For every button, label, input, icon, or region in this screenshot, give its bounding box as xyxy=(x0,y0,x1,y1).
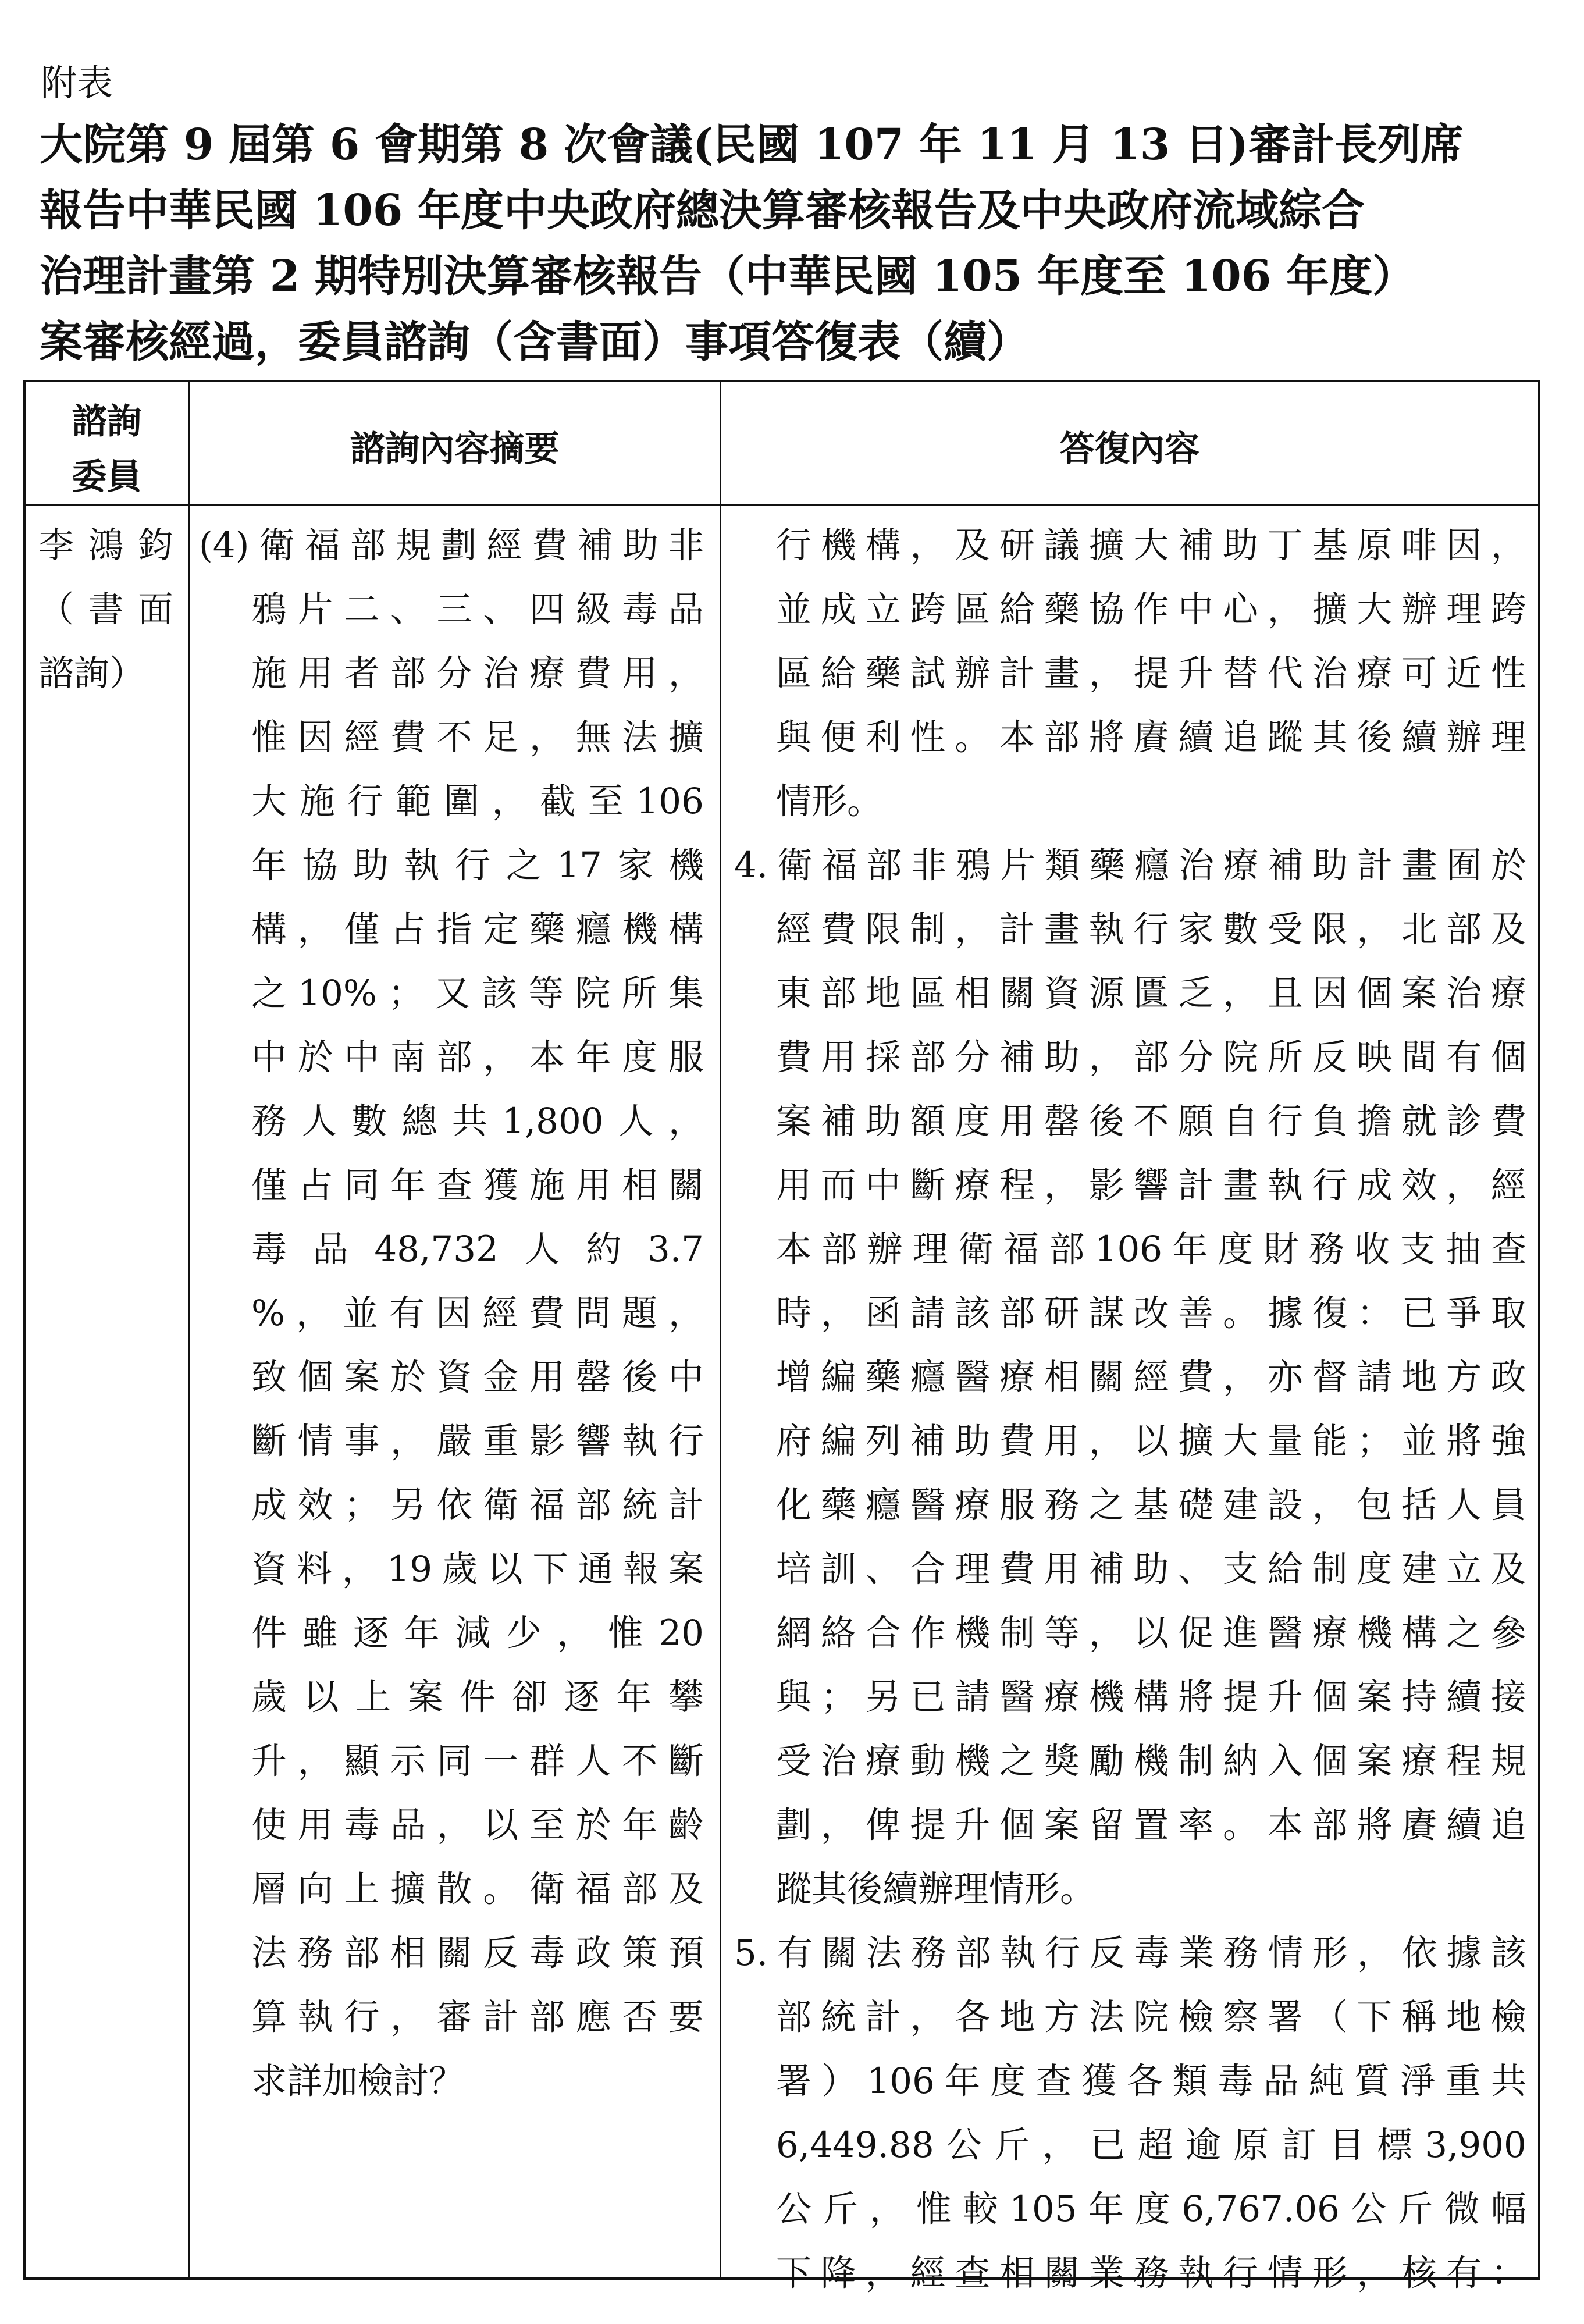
summary-line: 惟 因 經 費 不 足 ， 無 法 擴 xyxy=(251,717,704,758)
reply-line: 網 絡 合 作 機 制 等 ， 以 促 進 醫 療 機 構 之 參 xyxy=(776,1613,1526,1654)
summary-line: 法 務 部 相 關 反 毒 政 策 預 xyxy=(251,1932,704,1974)
reply-line: 下 降 ， 經 查 相 關 業 務 執 行 情 形 ， 核 有 ： xyxy=(776,2252,1526,2294)
summary-line: 施 用 者 部 分 治 療 費 用 ， xyxy=(251,653,704,694)
reply-line: 部 統 計 ， 各 地 方 法 院 檢 察 署 （ 下 稱 地 檢 xyxy=(776,1996,1526,2038)
reply-line: 與 ； 另 已 請 醫 療 機 構 將 提 升 個 案 持 續 接 xyxy=(776,1677,1526,1718)
summary-line: % ， 並 有 因 經 費 問 題 ， xyxy=(251,1293,704,1334)
summary-line: 成 效 ； 另 依 衛 福 部 統 計 xyxy=(251,1485,704,1526)
summary-line: 升 ， 顯 示 同 一 群 人 不 斷 xyxy=(251,1741,704,1782)
summary-line: 件 雖 逐 年 減 少 ， 惟 20 xyxy=(251,1613,704,1654)
summary-line: (4) 衛 福 部 規 劃 經 費 補 助 非 xyxy=(199,525,704,566)
reply-line: 行 機 構 ， 及 研 議 擴 大 補 助 丁 基 原 啡 因 ， xyxy=(776,525,1526,566)
member-note-end: 諮詢） xyxy=(38,653,145,694)
document-title-line-4: 案審核經過，委員諮詢（含書面）事項答復表（續） xyxy=(40,317,1030,367)
summary-line: 務 人 數 總 共 1,800 人 ， xyxy=(251,1101,704,1142)
reply-line: 時 ， 函 請 該 部 研 謀 改 善 。 據 復 ： 已 爭 取 xyxy=(776,1293,1526,1334)
reply-line: 情形。 xyxy=(776,781,883,822)
member-name: 李 鴻 鈞 xyxy=(38,525,173,566)
reply-line: 用 而 中 斷 療 程 ， 影 響 計 畫 執 行 成 效 ， 經 xyxy=(776,1165,1526,1206)
summary-line: 求詳加檢討？ xyxy=(251,2060,465,2102)
header-member-line-2: 委員 xyxy=(72,457,142,497)
reply-line: 6,449.88 公 斤 ， 已 超 逾 原 訂 目 標 3,900 xyxy=(776,2124,1526,2166)
summary-line: 中 於 中 南 部 ， 本 年 度 服 xyxy=(251,1037,704,1078)
summary-line: 資 料 ， 19 歲 以 下 通 報 案 xyxy=(251,1549,704,1590)
reply-line: 與 便 利 性 。 本 部 將 賡 續 追 蹤 其 後 續 辦 理 xyxy=(776,717,1526,758)
table-header-divider xyxy=(23,504,1540,506)
document-title-line-1: 大院第 9 屆第 6 會期第 8 次會議(民國 107 年 11 月 13 日)審計長列席 xyxy=(40,120,1464,170)
summary-line: 構 ， 僅 占 指 定 藥 癮 機 構 xyxy=(251,909,704,950)
reply-line: 費 用 採 部 分 補 助 ， 部 分 院 所 反 映 間 有 個 xyxy=(776,1037,1526,1078)
reply-line: 府 編 列 補 助 費 用 ， 以 擴 大 量 能 ； 並 將 強 xyxy=(776,1421,1526,1462)
table-border-right xyxy=(1538,380,1540,2280)
reply-line: 區 給 藥 試 辦 計 畫 ， 提 升 替 代 治 療 可 近 性 xyxy=(776,653,1526,694)
document-title-line-2: 報告中華民國 106 年度中央政府總決算審核報告及中央政府流域綜合 xyxy=(40,186,1365,236)
column-divider-2 xyxy=(720,380,721,2280)
reply-line: 經 費 限 制 ， 計 畫 執 行 家 數 受 限 ， 北 部 及 xyxy=(776,909,1526,950)
reply-line: 並 成 立 跨 區 給 藥 協 作 中 心 ， 擴 大 辦 理 跨 xyxy=(776,589,1526,630)
member-cell xyxy=(38,514,173,706)
reply-line: 受 治 療 動 機 之 獎 勵 機 制 納 入 個 案 療 程 規 xyxy=(776,1741,1526,1782)
reply-line: 署 ） 106 年 度 查 獲 各 類 毒 品 純 質 淨 重 共 xyxy=(776,2060,1526,2102)
reply-line: 化 藥 癮 醫 療 服 務 之 基 礎 建 設 ， 包 括 人 員 xyxy=(776,1485,1526,1526)
summary-line: 算 執 行 ， 審 計 部 應 否 要 xyxy=(251,1996,704,2038)
summary-line: 使 用 毒 品 ， 以 至 於 年 齡 xyxy=(251,1805,704,1846)
summary-line: 層 向 上 擴 散 。 衛 福 部 及 xyxy=(251,1869,704,1910)
table-border-left xyxy=(23,380,26,2280)
summary-line: 鴉 片 二 、 三 、 四 級 毒 品 xyxy=(251,589,704,630)
reply-line: 東 部 地 區 相 關 資 源 匱 乏 ， 且 因 個 案 治 療 xyxy=(776,973,1526,1014)
summary-line: 毒 品 48,732 人 約 3.7 xyxy=(251,1229,704,1270)
reply-line: 增 編 藥 癮 醫 療 相 關 經 費 ， 亦 督 請 地 方 政 xyxy=(776,1357,1526,1398)
summary-line: 年 協 助 執 行 之 17 家 機 xyxy=(251,845,704,886)
reply-line: 蹤其後續辦理情形。 xyxy=(776,1869,1096,1910)
summary-line: 斷 情 事 ， 嚴 重 影 響 執 行 xyxy=(251,1421,704,1462)
summary-cell xyxy=(199,514,704,2113)
column-divider-1 xyxy=(188,380,190,2280)
document-title-line-3: 治理計畫第 2 期特別決算審核報告（中華民國 105 年度至 106 年度） xyxy=(40,251,1415,301)
header-member-line-1: 諮詢 xyxy=(72,401,142,442)
reply-line: 劃 ， 俾 提 升 個 案 留 置 率 。 本 部 將 賡 續 追 xyxy=(776,1805,1526,1846)
summary-line: 僅 占 同 年 查 獲 施 用 相 關 xyxy=(251,1165,704,1206)
reply-line: 本 部 辦 理 衛 福 部 106 年 度 財 務 收 支 抽 查 xyxy=(776,1229,1526,1270)
header-summary: 諮詢內容摘要 xyxy=(350,429,560,469)
table-border-top xyxy=(23,380,1540,382)
reply-item-5-start: 5. 有 關 法 務 部 執 行 反 毒 業 務 情 形 ， 依 據 該 xyxy=(734,1932,1526,1974)
appendix-label: 附表 xyxy=(41,62,113,104)
summary-line: 致 個 案 於 資 金 用 罄 後 中 xyxy=(251,1357,704,1398)
reply-cell xyxy=(734,514,1526,2305)
summary-line: 之 10% ； 又 該 等 院 所 集 xyxy=(251,973,704,1014)
header-reply: 答復內容 xyxy=(1060,429,1199,469)
summary-line: 大 施 行 範 圍 ， 截 至 106 xyxy=(251,781,704,822)
member-note: （ 書 面 xyxy=(38,589,173,630)
reply-line: 培 訓 、 合 理 費 用 補 助 、 支 給 制 度 建 立 及 xyxy=(776,1549,1526,1590)
reply-line: 案 補 助 額 度 用 罄 後 不 願 自 行 負 擔 就 診 費 xyxy=(776,1101,1526,1142)
reply-line: 公 斤 ， 惟 較 105 年 度 6,767.06 公 斤 微 幅 xyxy=(776,2188,1526,2230)
reply-item-4-start: 4. 衛 福 部 非 鴉 片 類 藥 癮 治 療 補 助 計 畫 囿 於 xyxy=(734,845,1526,886)
summary-line: 歲 以 上 案 件 卻 逐 年 攀 xyxy=(251,1677,704,1718)
